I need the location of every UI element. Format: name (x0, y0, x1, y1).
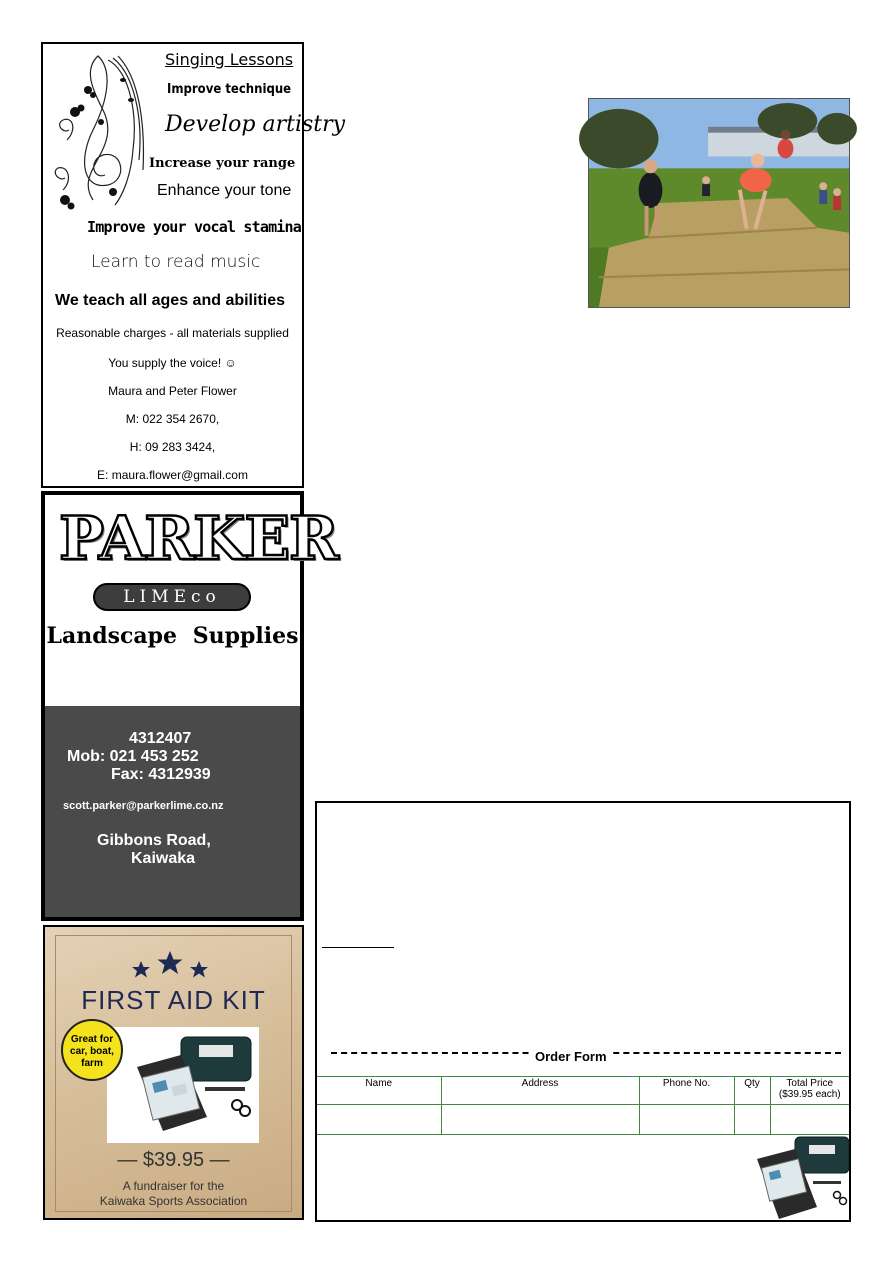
col-total-price (770, 1077, 849, 1105)
line-enhance-tone: Enhance your tone (157, 182, 292, 199)
line-vocal-stamina: Improve your vocal stamina (87, 218, 302, 236)
parker-address-road: Gibbons Road, (97, 832, 211, 849)
parker-phone: 4312407 (129, 730, 192, 747)
order-form-table (317, 1076, 849, 1135)
price-each-note: ($39.95 each) (778, 1089, 841, 1100)
name-cell[interactable] (317, 1105, 441, 1135)
voice-text: You supply the voice! ☺ (108, 356, 237, 370)
parker-lime-ad (41, 491, 338, 921)
lime-co-badge: LIMEco (93, 583, 251, 611)
order-form-box (315, 801, 851, 1222)
singing-lessons-ad (41, 42, 346, 488)
address-cell[interactable] (441, 1105, 639, 1135)
children-hay-bales-photo (588, 98, 850, 308)
home-number: H: 09 283 3424, (129, 440, 216, 454)
total-cell[interactable] (770, 1105, 849, 1135)
stars-icon (129, 949, 211, 979)
parker-mobile: Mob: 021 453 252 (67, 748, 199, 765)
col-address: Address (441, 1077, 639, 1105)
first-aid-kit-ad (43, 925, 304, 1220)
qty-cell[interactable] (734, 1105, 770, 1135)
line-improve-technique: Improve technique (167, 82, 292, 97)
singing-title: Singing Lessons (165, 50, 294, 69)
fundraiser-line2: Kaiwaka Sports Association (99, 1194, 248, 1208)
kit-price: — $39.95 — (117, 1149, 230, 1171)
order-table-header (317, 1077, 849, 1105)
phone-cell[interactable] (639, 1105, 734, 1135)
col-phone: Phone No. (639, 1077, 734, 1105)
great-for-badge: Great for car, boat, farm (61, 1019, 123, 1081)
order-form-title: Order Form (529, 1049, 613, 1064)
col-name: Name (317, 1077, 441, 1105)
charges-text: Reasonable charges - all materials supplied (56, 326, 289, 340)
parker-logo-text: PARKER (59, 504, 338, 574)
email-address: E: maura.flower@gmail.com (97, 468, 248, 482)
teacher-names: Maura and Peter Flower (108, 384, 237, 398)
line-develop-artistry: Develop artistry (165, 112, 346, 137)
parker-fax: Fax: 4312939 (111, 766, 211, 783)
line-read-music: Learn to read music (91, 252, 261, 272)
parker-email: scott.parker@parkerlime.co.nz (63, 800, 224, 812)
fundraiser-line1: A fundraiser for the (122, 1179, 225, 1193)
order-entry-row (317, 1105, 849, 1135)
col-qty: Qty (734, 1077, 770, 1105)
parker-logo-panel (45, 495, 338, 706)
first-aid-title: FIRST AID KIT (81, 985, 266, 1015)
mobile-number: M: 022 354 2670, (125, 412, 220, 426)
parker-contact-panel (45, 706, 300, 917)
landscape-supplies-tagline: Landscape Supplies (46, 623, 299, 649)
total-price-label: Total Price (786, 1078, 834, 1089)
underline-rule (322, 947, 394, 948)
treble-clef-floral-art (53, 50, 145, 210)
line-all-ages: We teach all ages and abilities (55, 292, 286, 309)
line-increase-range: Increase your range (149, 156, 296, 171)
parker-address-town: Kaiwaka (131, 850, 196, 867)
first-aid-kit-thumbnail (751, 1135, 851, 1221)
first-aid-kit-image (107, 1027, 259, 1143)
